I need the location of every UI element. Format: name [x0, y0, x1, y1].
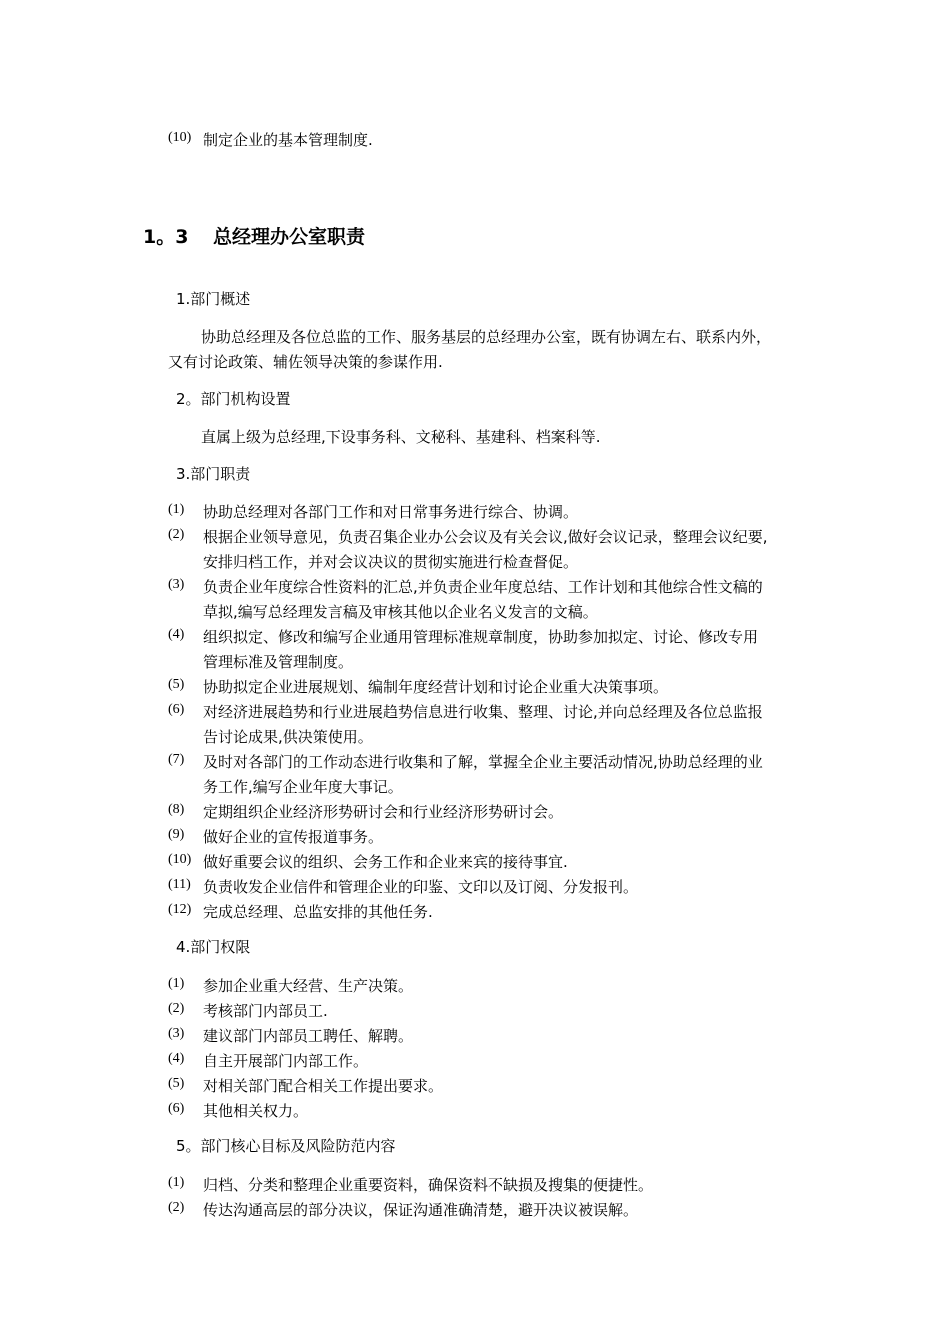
item-text: 其他相关权力。 — [203, 1102, 309, 1120]
section-heading — [143, 224, 365, 250]
goals-heading: 5。部门核心目标及风险防范内容 — [176, 1137, 396, 1155]
item-text: 组织拟定、修改和编写企业通用管理标准规章制度，协助参加拟定、讨论、修改专用 管理标准及管理制度。 — [203, 628, 759, 671]
item-number: (9) — [168, 827, 185, 842]
item-number: (2) — [168, 1200, 185, 1215]
item-text: 制定企业的基本管理制度. — [203, 131, 373, 149]
item-number: (1) — [168, 976, 185, 991]
item-text: 对经济进展趋势和行业进展趋势信息进行收集、整理、讨论,并向总经理及各位总监报 告讨论成果,供决策使用。 — [203, 703, 763, 746]
item-number: (8) — [168, 802, 185, 817]
item-number: (4) — [168, 1051, 185, 1066]
item-text: 及时对各部门的工作动态进行收集和了解，掌握全企业主要活动情况,协助总经理的业 务工作,编写企业年度大事记。 — [203, 753, 763, 796]
item-text: 定期组织企业经济形势研讨会和行业经济形势研讨会。 — [203, 803, 564, 821]
item-text: 参加企业重大经营、生产决策。 — [203, 977, 414, 995]
item-text: 根据企业领导意见，负责召集企业办公会议及有关会议,做好会议记录，整理会议纪要, 安排归档工作，并对会议决议的贯彻实施进行检查督促。 — [203, 528, 768, 571]
item-text: 归档、分类和整理企业重要资料，确保资料不缺损及搜集的便捷性。 — [203, 1176, 654, 1194]
authority-heading: 4.部门权限 — [176, 938, 251, 956]
overview-line-1: 协助总经理及各位总监的工作、服务基层的总经理办公室，既有协调左右、联系内外， — [201, 328, 772, 346]
item-number: (5) — [168, 1076, 185, 1091]
item-text: 建议部门内部员工聘任、解聘。 — [203, 1027, 414, 1045]
item-number: (1) — [168, 1175, 185, 1190]
item-text: 完成总经理、总监安排的其他任务. — [203, 903, 433, 921]
item-number: (3) — [168, 1026, 185, 1041]
item-number: (6) — [168, 1101, 185, 1116]
item-number: (2) — [168, 527, 185, 542]
item-number: (11) — [168, 877, 191, 892]
section-title: 总经理办公室职责 — [213, 226, 366, 248]
item-text: 负责收发企业信件和管理企业的印鉴、文印以及订阅、分发报刊。 — [203, 878, 639, 896]
item-text: 传达沟通高层的部分决议，保证沟通准确清楚，避开决议被误解。 — [203, 1201, 639, 1219]
item-text: 考核部门内部员工. — [203, 1002, 328, 1020]
item-number: (3) — [168, 577, 185, 592]
item-number: (2) — [168, 1001, 185, 1016]
item-number: (4) — [168, 627, 185, 642]
item-text: 协助拟定企业进展规划、编制年度经营计划和讨论企业重大决策事项。 — [203, 678, 669, 696]
item-text: 协助总经理对各部门工作和对日常事务进行综合、协调。 — [203, 503, 579, 521]
overview-line-2: 又有讨论政策、辅佐领导决策的参谋作用. — [168, 353, 443, 371]
item-text: 做好重要会议的组织、会务工作和企业来宾的接待事宜. — [203, 853, 568, 871]
item-number: (7) — [168, 752, 185, 767]
structure-heading: 2。部门机构设置 — [176, 390, 291, 408]
section-number: 1。3 — [143, 226, 189, 248]
item-number: (12) — [168, 902, 192, 917]
item-text: 做好企业的宣传报道事务。 — [203, 828, 384, 846]
item-number: (10) — [168, 130, 192, 145]
overview-heading: 1.部门概述 — [176, 290, 251, 308]
item-number: (5) — [168, 677, 185, 692]
item-text: 对相关部门配合相关工作提出要求。 — [203, 1077, 444, 1095]
duties-heading: 3.部门职责 — [176, 465, 251, 483]
item-text: 自主开展部门内部工作。 — [203, 1052, 369, 1070]
structure-text: 直属上级为总经理,下设事务科、文秘科、基建科、档案科等. — [201, 428, 601, 446]
item-number: (1) — [168, 502, 185, 517]
item-number: (10) — [168, 852, 192, 867]
item-text: 负责企业年度综合性资料的汇总,并负责企业年度总结、工作计划和其他综合性文稿的 草拟,编写总经理发言稿及审核其他以企业名义发言的文稿。 — [203, 578, 763, 621]
item-number: (6) — [168, 702, 185, 717]
